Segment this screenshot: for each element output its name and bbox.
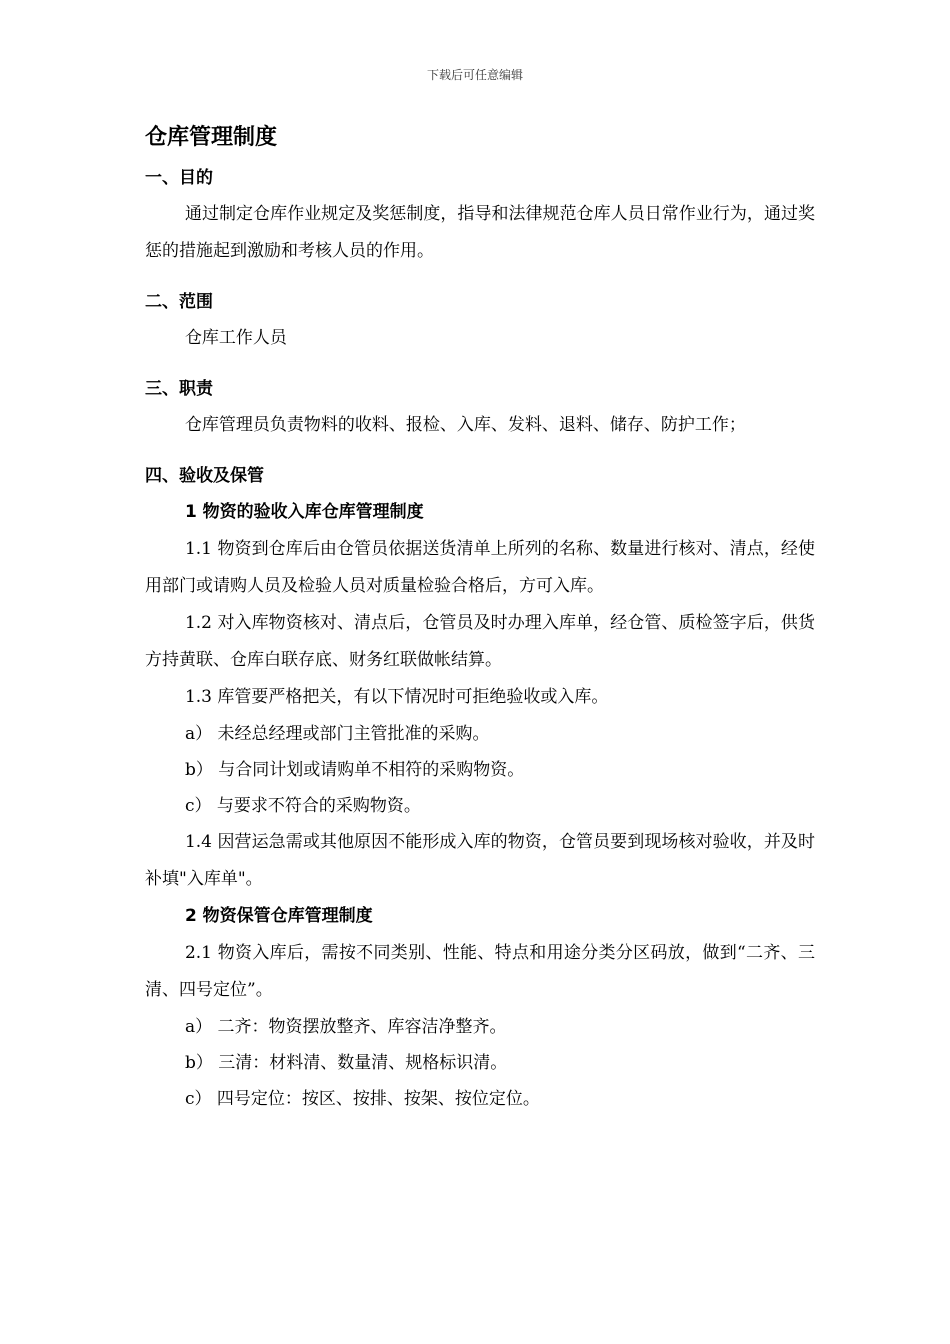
list-item: a） 未经总经理或部门主管批准的采购。 bbox=[184, 724, 490, 744]
list-item: a） 二齐：物资摆放整齐、库容洁净整齐。 bbox=[184, 1017, 507, 1037]
section-heading-duties: 三、职责 bbox=[145, 379, 213, 399]
section-paragraph-scope: 仓库工作人员 bbox=[184, 328, 287, 348]
clause-1-2: 1.2 对入库物资核对、清点后，仓管员及时办理入库单，经仓管、质检签字后，供货方持黄联、仓库白联存底、财务红联做帐结算。 bbox=[145, 613, 815, 670]
document-title: 仓库管理制度 bbox=[145, 125, 278, 150]
list-item: b） 与合同计划或请购单不相符的采购物资。 bbox=[184, 760, 525, 780]
section-heading-purpose: 一、目的 bbox=[145, 168, 213, 188]
section-paragraph-duties: 仓库管理员负责物料的收料、报检、入库、发料、退料、储存、防护工作； bbox=[184, 415, 746, 435]
clause-1-1: 1.1 物资到仓库后由仓管员依据送货清单上所列的名称、数量进行核对、清点，经使用部门或请购人员及检验人员对质量检验合格后，方可入库。 bbox=[145, 539, 815, 596]
subsection-heading-acceptance-inbound: 1 物资的验收入库仓库管理制度 bbox=[184, 502, 424, 522]
list-item: b） 三清：材料清、数量清、规格标识清。 bbox=[184, 1053, 508, 1073]
subsection-heading-storage: 2 物资保管仓库管理制度 bbox=[184, 906, 373, 926]
section-heading-scope: 二、范围 bbox=[145, 292, 213, 312]
clause-2-1: 2.1 物资入库后，需按不同类别、性能、特点和用途分类分区码放，做到“二齐、三清、四号定位”。 bbox=[145, 943, 815, 1000]
list-item: c） 与要求不符合的采购物资。 bbox=[184, 796, 421, 816]
document-body bbox=[145, 118, 815, 1117]
list-item: c） 四号定位：按区、按排、按架、按位定位。 bbox=[184, 1089, 540, 1109]
clause-1-3: 1.3 库管要严格把关，有以下情况时可拒绝验收或入库。 bbox=[184, 687, 609, 707]
section-paragraph-purpose: 通过制定仓库作业规定及奖惩制度，指导和法律规范仓库人员日常作业行为，通过奖惩的措施起到激励和考核人员的作用。 bbox=[145, 204, 815, 261]
section-heading-acceptance: 四、验收及保管 bbox=[145, 466, 264, 486]
clause-1-4: 1.4 因营运急需或其他原因不能形成入库的物资，仓管员要到现场核对验收，并及时补填"入库单"。 bbox=[145, 832, 815, 889]
header-note: 下载后可任意编辑 bbox=[426, 68, 523, 82]
